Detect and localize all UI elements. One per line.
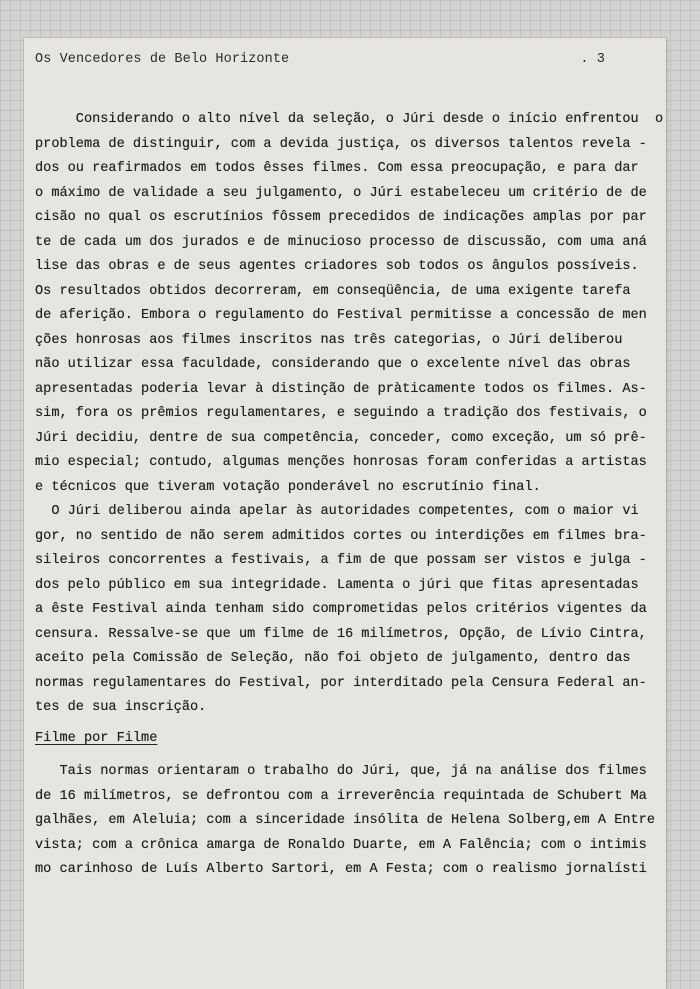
section-heading: Filme por Filme — [35, 730, 158, 746]
text-line: tes de sua inscrição. — [35, 700, 207, 715]
paragraph-film-by-film — [35, 760, 655, 883]
page-number: . 3 — [580, 52, 605, 67]
text-line: O Júri deliberou ainda apelar às autoridades competentes, com o maior vi — [35, 504, 639, 519]
text-line: censura. Ressalve-se que um filme de 16 milímetros, Opção, de Lívio Cintra, — [35, 626, 647, 642]
text-line: não utilizar essa faculdade, considerando que o excelente nível das obras — [35, 357, 631, 372]
text-line: aceito pela Comissão de Seleção, não foi objeto de julgamento, dentro das — [35, 651, 631, 666]
text-line: te de cada um dos jurados e de minucioso processo de discussão, com uma aná — [35, 234, 647, 250]
document-title: Os Vencedores de Belo Horizonte — [35, 52, 290, 67]
paragraph-jury-criteria — [35, 108, 664, 500]
text-line: Considerando o alto nível da seleção, o Júri desde o início enfrentou o — [35, 112, 664, 127]
text-line: de aferição. Embora o regulamento do Festival permitisse a concessão de men — [35, 308, 647, 323]
text-line: ções honrosas aos filmes inscritos nas três categorias, o Júri deliberou — [35, 332, 623, 348]
text-line: e técnicos que tiveram votação ponderável no escrutínio final. — [35, 479, 541, 495]
text-line: gor, no sentido de não serem admitidos cortes ou interdições em filmes bra- — [35, 528, 647, 544]
paragraph-censorship-appeal — [35, 500, 647, 721]
text-line: dos ou reafirmados em todos êsses filmes. Com essa preocupação, e para dar — [35, 161, 639, 176]
text-line: dos pelo público em sua integridade. Lamenta o júri que fitas apresentadas — [35, 577, 639, 593]
text-line: lise das obras e de seus agentes criadores sob todos os ângulos possíveis. — [35, 259, 639, 274]
text-line: galhães, em Aleluia; com a sinceridade insólita de Helena Solberg,em A Entre — [35, 813, 655, 828]
document-body — [35, 108, 664, 883]
text-line: sileiros concorrentes a festivais, a fim de que possam ser vistos e julga - — [35, 553, 647, 568]
text-line: Júri decidiu, dentre de sua competência, conceder, como exceção, um só prê- — [35, 430, 647, 446]
text-line: Os resultados obtidos decorreram, em conseqüência, de uma exigente tarefa — [35, 283, 631, 299]
text-line: a êste Festival ainda tenham sido comprometidas pelos critérios vigentes da — [35, 602, 647, 617]
text-line: de 16 milímetros, se defrontou com a irreverência requintada de Schubert Ma — [35, 788, 647, 804]
text-line: mio especial; contudo, algumas menções honrosas foram conferidas a artistas — [35, 455, 647, 470]
text-line: cisão no qual os escrutínios fôssem precedidos de indicações amplas por par — [35, 210, 647, 225]
text-line: normas regulamentares do Festival, por interditado pela Censura Federal an- — [35, 675, 647, 691]
text-line: sim, fora os prêmios regulamentares, e seguindo a tradição dos festivais, o — [35, 406, 647, 421]
text-line: vista; com a crônica amarga de Ronaldo Duarte, em A Falência; com o intimis — [35, 837, 647, 853]
text-line: o máximo de validade a seu julgamento, o Júri estabeleceu um critério de de — [35, 185, 647, 201]
text-line: Tais normas orientaram o trabalho do Júri, que, já na análise dos filmes — [35, 764, 647, 779]
text-line: mo carinhoso de Luís Alberto Sartori, em A Festa; com o realismo jornalísti — [35, 862, 647, 877]
text-line: apresentadas poderia levar à distinção de pràticamente todos os filmes. As- — [35, 381, 647, 397]
text-line: problema de distinguir, com a devida justiça, os diversos talentos revela - — [35, 136, 647, 152]
